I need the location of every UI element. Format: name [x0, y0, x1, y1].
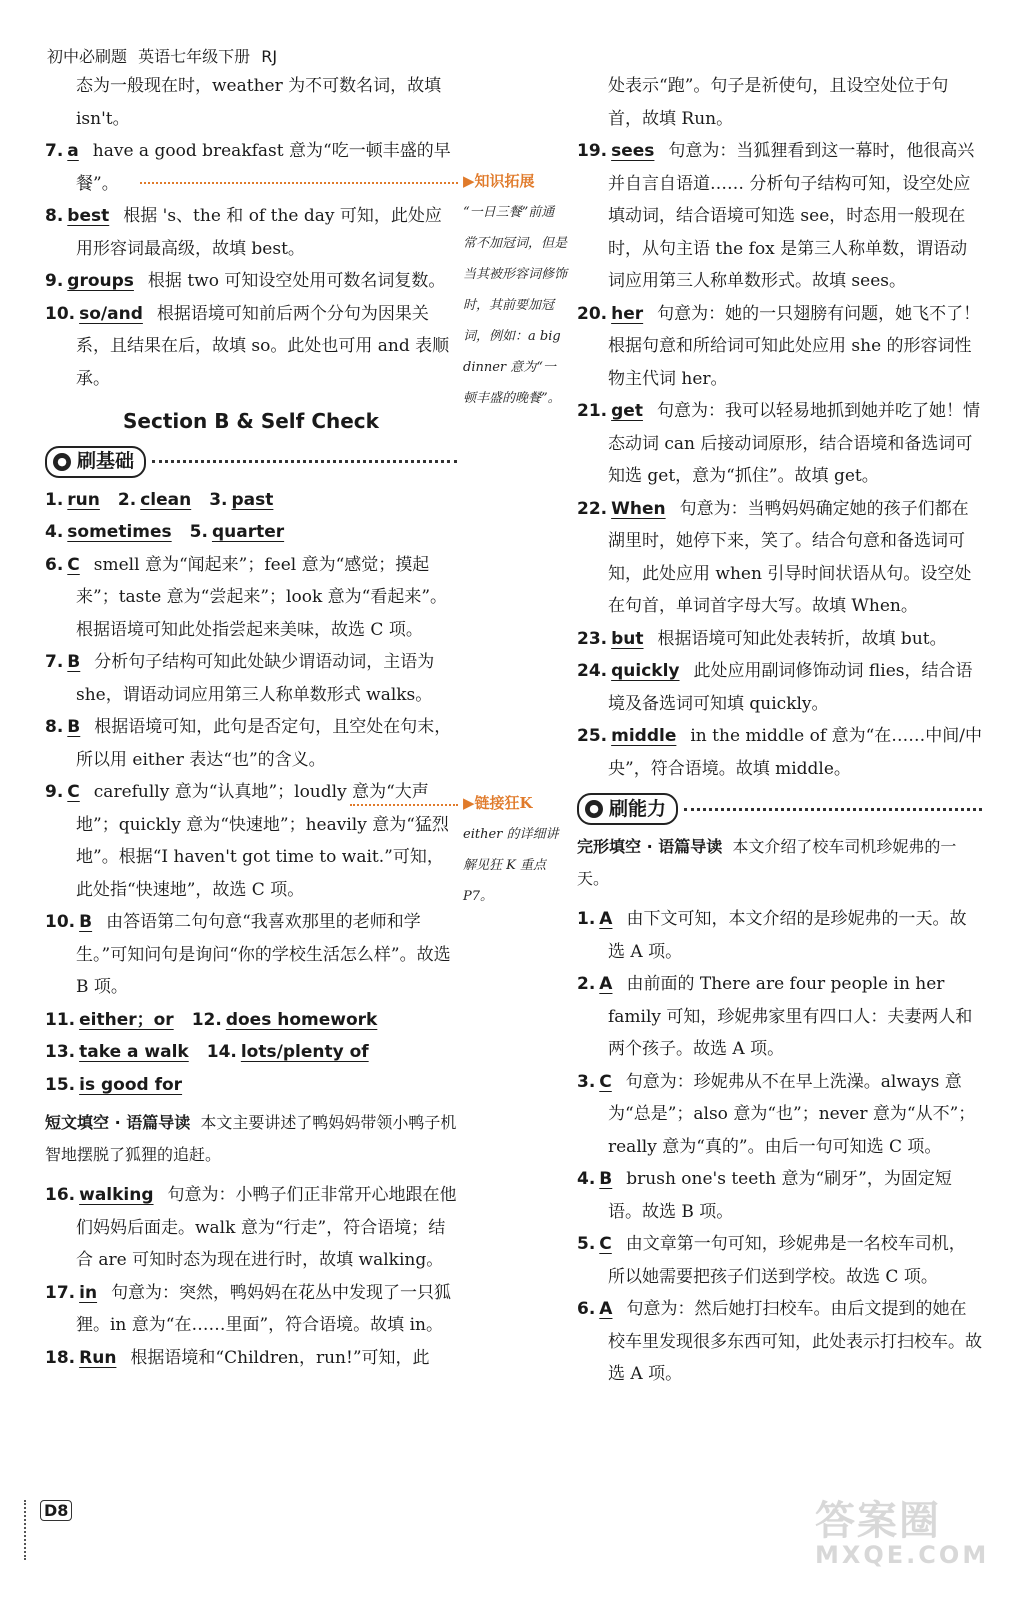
answer-item: 8. best 根据 's、the 和 of the day 可知，此处应用形容词最高级，故填 best。 — [45, 206, 442, 259]
answer-item: 9. C carefully 意为“认真地”；loudly 意为“大声地”；quickly 意为“快速地”；heavily 意为“猛烈地”。根据“I haven't got time to wait.”可知，此处指“快速地”，故选 C 项。 — [45, 782, 449, 900]
answer-item: 10. so/and 根据语境可知前后两个分句为因果关系，且结果在后，故填 so。此处也可用 and 表顺承。 — [45, 303, 450, 389]
answer-row: 4. sometimes 5. quarter — [45, 522, 285, 542]
answer-item: 22. When 句意为：当鸭妈妈确定她的孩子们都在湖里时，她停下来，笑了。结合句意和备选词可知，此处应用 when 引导时间状语从句。设空处在句首，单词首字母大写。故填 When。 — [577, 498, 972, 616]
left-column — [45, 70, 457, 1374]
answer-item: 24. quickly 此处应用副词修饰动词 flies，结合语境及备选词可知填 quickly。 — [577, 661, 973, 714]
side-note-tag: ▶链接狂K — [463, 794, 533, 812]
page-corner-mark — [24, 1500, 40, 1560]
answer-row: 11. either；or 12. does homework — [45, 1009, 378, 1030]
answer-item: 5. C 由文章第一句可知，珍妮弗是一名校车司机，所以她需要把孩子们送到学校。故选 C 项。 — [577, 1234, 966, 1287]
answer-item: 9. groups 根据 two 可知设空处用可数名词复数。 — [45, 271, 446, 291]
edition-label: RJ — [261, 47, 278, 66]
answer-item: 7. a have a good breakfast 意为“吃一顿丰盛的早餐”。 — [45, 141, 451, 194]
subject-title: 英语七年级下册 — [138, 47, 251, 66]
answer-item: 16. walking 句意为：小鸭子们正非常开心地跟在他们妈妈后面走。walk 意为“行走”，符合语境；结合 are 可知时态为现在进行时，故填 walking。 — [45, 1185, 457, 1270]
answer-item: 1. A 由下文可知，本文介绍的是珍妮弗的一天。故选 A 项。 — [577, 909, 967, 962]
answer-item: 20. her 句意为：她的一只翅膀有问题，她飞不了！根据句意和所给词可知此处应用 she 的形容词性物主代词 her。 — [577, 303, 981, 389]
side-note-text: either 的详细讲解见狂 K 重点 P7。 — [463, 827, 559, 904]
answer-item: 7. B 分析句子结构可知此处缺少谓语动词，主语为 she，谓语动词应用第三人称单数形式 walks。 — [45, 652, 435, 705]
side-note-knowledge — [463, 166, 567, 414]
book-title: 初中必刷题 — [47, 47, 128, 66]
right-column — [577, 70, 982, 1391]
answer-item: 2. A 由前面的 There are four people in her family 可知，珍妮弗家里有四口人：夫妻两人和两个孩子。故选 A 项。 — [577, 974, 973, 1059]
page-number: D8 — [40, 1500, 72, 1521]
continued-text: 处表示“跑”。句子是祈使句，且设空处位于句首，故填 Run。 — [608, 76, 949, 129]
answer-item: 17. in 句意为：突然，鸭妈妈在花丛中发现了一只狐狸。in 意为“在……里面”，符合语境。故填 in。 — [45, 1282, 452, 1335]
answer-item: 23. but 根据语境可知此处表转折，故填 but。 — [577, 628, 947, 649]
badge-icon: ● — [585, 800, 603, 818]
section-badge: ● 刷基础 — [45, 446, 457, 478]
running-header — [47, 44, 283, 67]
answer-item: 8. B 根据语境可知，此句是否定句，且空处在句末，所以用 either 表达“也”的含义。 — [45, 717, 452, 770]
answer-row: 15. is good for — [45, 1074, 183, 1095]
answer-row: 13. take a walk 14. lots/plenty of — [45, 1042, 369, 1062]
side-note-link — [463, 788, 567, 912]
badge-icon: ● — [53, 453, 71, 471]
answer-item: 18. Run 根据语境和“Children，run!”可知，此 — [45, 1347, 430, 1368]
answer-item: 21. get 句意为：我可以轻易地抓到她并吃了她！情态动词 can 后接动词原形，结合语境和备选词可知选 get，意为“抓住”。故填 get。 — [577, 401, 980, 486]
continued-text: 态为一般现在时，weather 为不可数名词，故填 isn't。 — [76, 76, 442, 129]
answer-item: 4. B brush one's teeth 意为“刷牙”，为固定短语。故选 B 项。 — [577, 1169, 952, 1222]
answer-item: 3. C 句意为：珍妮弗从不在早上洗澡。always 意为“总是”；also 意为“也”；never 意为“从不”；really 意为“真的”。由后一句可知选 C 项。 — [577, 1071, 976, 1157]
section-badge: ● 刷能力 — [577, 793, 982, 825]
side-note-text: “一日三餐”前通常不加冠词，但是当其被形容词修饰时，其前要加冠词，例如：a big dinner 意为“一顿丰盛的晚餐”。 — [463, 205, 568, 406]
note-leader — [140, 182, 458, 184]
passage-guide: 短文填空 · 语篇导读 本文主要讲述了鸭妈妈带领小鸭子机智地摆脱了狐狸的追赶。 — [45, 1113, 457, 1164]
answer-item: 25. middle in the middle of 意为“在……中间/中央”，符合语境。故填 middle。 — [577, 726, 982, 779]
answer-item: 6. A 句意为：然后她打扫校车。由后文提到的她在校车里发现很多东西可知，此处表示打扫校车。故选 A 项。 — [577, 1299, 982, 1384]
note-leader — [350, 804, 458, 806]
answer-item: 6. C smell 意为“闻起来”；feel 意为“感觉；摸起来”；taste 意为“尝起来”；look 意为“看起来”。根据语境可知此处指尝起来美味，故选 C 项。 — [45, 554, 448, 640]
answer-row: 1. run 2. clean 3. past — [45, 489, 274, 510]
passage-guide: 完形填空 · 语篇导读 本文介绍了校车司机珍妮弗的一天。 — [577, 837, 957, 888]
watermark-logo: 答案圈 MXQE.COM — [815, 1498, 990, 1569]
side-note-tag: ▶知识拓展 — [463, 172, 535, 190]
section-title: Section B & Self Check — [123, 409, 379, 433]
answer-item: 19. sees 句意为：当狐狸看到这一幕时，他很高兴并自言自语道…… 分析句子结构可知，设空处应填动词，结合语境可知选 see，时态用一般现在时，从句主语 the fox 是第三人称单数，谓语动词应用第三人称单数形式。故填 sees。 — [577, 141, 975, 291]
answer-item: 10. B 由答语第二句句意“我喜欢那里的老师和学生。”可知问句是询问“你的学校生活怎么样”。故选 B 项。 — [45, 912, 451, 997]
